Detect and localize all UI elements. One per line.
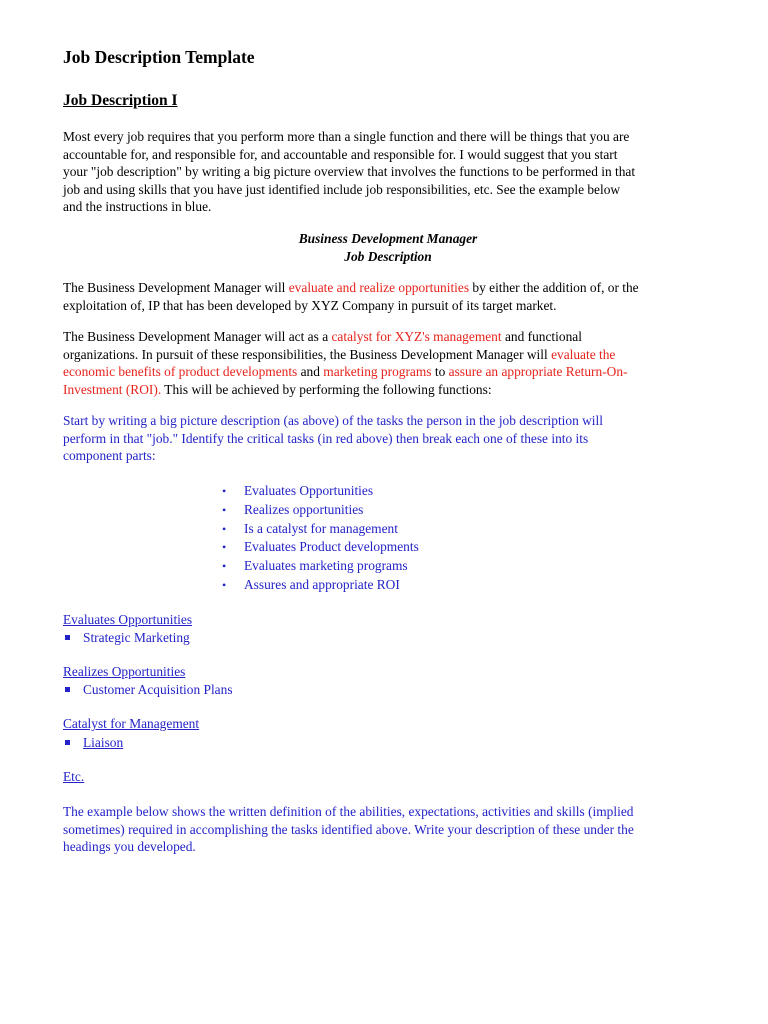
instruction-line: perform in that "job." Identify the critical tasks (in red above) then break each one of these into its <box>63 430 589 446</box>
list-item-label: Assures and appropriate ROI <box>244 576 400 592</box>
list-item <box>218 557 419 576</box>
subsection-heading-catalyst: Catalyst for Management <box>63 716 200 731</box>
closing-line: The example below shows the written definition of the abilities, expectations, activities and skills (implied <box>63 804 634 819</box>
text-span: organizations. In pursuit of these responsibilities, the Business Development Manager will <box>63 346 552 362</box>
subsection-item-label: Liaison <box>83 735 124 750</box>
list-item-label: Realizes opportunities <box>244 501 364 517</box>
square-bullet-icon <box>65 687 70 692</box>
example-title-line-2: Job Description <box>344 248 432 264</box>
bullet-icon: • <box>222 502 227 517</box>
example-title <box>63 230 713 265</box>
list-item-label: Evaluates Product developments <box>244 539 419 555</box>
list-item <box>218 482 419 501</box>
intro-line: and the instructions in blue. <box>63 199 212 215</box>
intro-line: job and using skills that you have just identified include job responsibilities, etc. See the example below <box>63 181 621 197</box>
intro-line: your "job description" by writing a big picture overview that involves the functions to be performed in that <box>63 164 636 180</box>
text-span: and <box>297 364 324 380</box>
function-bullet-list <box>218 482 419 595</box>
paragraph-line <box>63 381 713 399</box>
critical-task-text: assure an appropriate Return-On- <box>448 364 628 380</box>
text-span: The Business Development Manager will <box>63 280 289 295</box>
critical-task-text: economic benefits of product developments <box>63 364 298 380</box>
critical-task-text: evaluate the <box>551 346 616 362</box>
text-span: and functional <box>501 329 582 344</box>
list-item-label: Is a catalyst for management <box>244 520 398 536</box>
critical-task-text: evaluate and realize opportunities <box>288 280 470 295</box>
subsection-item <box>63 629 190 647</box>
list-item <box>218 538 419 557</box>
critical-task-text: Investment (ROI). <box>63 381 162 397</box>
critical-task-text: catalyst for XYZ's management <box>331 329 502 344</box>
list-item <box>218 576 419 595</box>
intro-line: accountable for, and responsible for, and accountable and responsible for. I would suggest that you start <box>63 146 618 162</box>
instructions-paragraph <box>63 412 713 465</box>
paragraph-line <box>63 363 713 381</box>
paragraph-line <box>63 279 713 297</box>
intro-paragraph <box>63 128 713 216</box>
bullet-icon: • <box>222 521 227 536</box>
paragraph-line <box>63 328 713 346</box>
subsection-item <box>63 681 233 699</box>
document-title: Job Description Template <box>63 47 255 67</box>
text-span: This will be achieved by performing the following functions: <box>161 381 492 397</box>
list-item <box>218 501 419 520</box>
closing-paragraph <box>63 803 713 856</box>
paragraph-line <box>63 346 713 364</box>
bullet-icon: • <box>222 540 227 555</box>
bullet-icon: • <box>222 484 227 498</box>
text-span: by either the addition of, or the <box>469 280 639 295</box>
instruction-line: Start by writing a big picture description (as above) of the tasks the person in the job description will <box>63 413 603 428</box>
square-bullet-icon <box>65 635 70 640</box>
intro-line: Most every job requires that you perform more than a single function and there will be things that you are <box>63 129 630 144</box>
subsection-item-label: Customer Acquisition Plans <box>83 682 233 697</box>
paragraph-line: exploitation of, IP that has been developed by XYZ Company in pursuit of its target market. <box>63 297 557 313</box>
example-title-line-1: Business Development Manager <box>298 231 478 246</box>
list-item-label: Evaluates marketing programs <box>244 558 408 574</box>
critical-task-text: marketing programs <box>323 364 432 380</box>
list-item-label: Evaluates Opportunities <box>244 483 374 498</box>
paragraph-catalyst <box>63 328 713 398</box>
subsection-item <box>63 734 123 752</box>
paragraph-opportunities <box>63 279 713 314</box>
subsection-heading-evaluates: Evaluates Opportunities <box>63 612 193 627</box>
section-heading: Job Description I <box>63 92 178 109</box>
instruction-line: component parts: <box>63 448 156 464</box>
bullet-icon: • <box>222 577 227 592</box>
closing-line: headings you developed. <box>63 839 196 855</box>
list-item <box>218 520 419 539</box>
subsection-heading-realizes: Realizes Opportunities <box>63 664 186 679</box>
text-span: The Business Development Manager will act as a <box>63 329 332 344</box>
text-span: to <box>431 364 449 380</box>
subsection-item-label: Strategic Marketing <box>83 630 190 645</box>
etc-text: Etc. <box>63 769 85 784</box>
square-bullet-icon <box>65 740 70 745</box>
closing-line: sometimes) required in accomplishing the tasks identified above. Write your description of these under the <box>63 821 634 837</box>
bullet-icon: • <box>222 559 227 574</box>
